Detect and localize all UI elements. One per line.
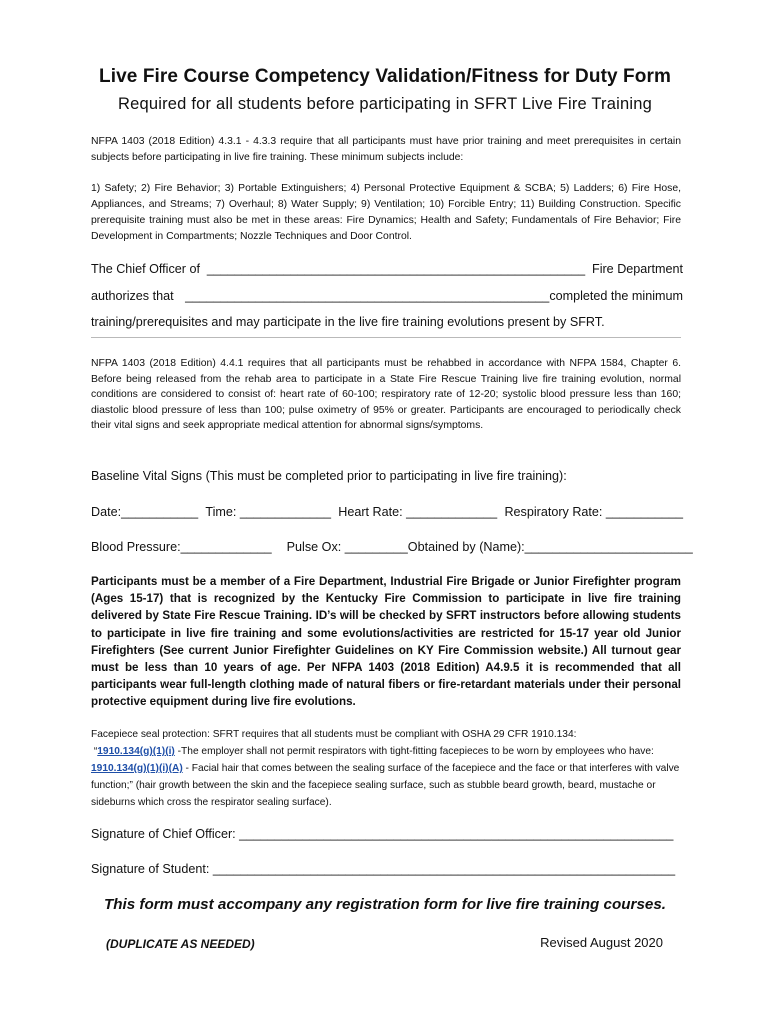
osha-link-g1i[interactable]: 1910.134(g)(1)(i) (97, 746, 175, 757)
section-divider (91, 337, 681, 338)
rehab-paragraph: NFPA 1403 (2018 Edition) 4.4.1 requires that all participants must be rehabbed in accordance with NFPA 1584, Chapter 6. Before being released from the rehab area to participate in a State Fire Rescue Training live fire training evolution, normal conditions are considered to consist of: heart rate of 60-100; respiratory rate of 12-20; systolic blood pressure less than 160; diastolic blood pressure of less than 100; pulse oximetry of 95% or greater. Participants are encouraged to periodically check their vital signs and seek appropriate medical attention for abnormal signs/symptoms. (91, 358, 681, 432)
vital-signs-heading: Baseline Vital Signs (This must be completed prior to participating in live fire training): (91, 469, 567, 483)
blood-pressure-field[interactable]: Blood Pressure:_____________ (91, 540, 272, 554)
osha-link-g1iA[interactable]: 1910.134(g)(1)(i)(A) (91, 763, 183, 774)
page-title: Live Fire Course Competency Validation/Fitness for Duty Form (99, 66, 671, 87)
vital-signs-row-1 (91, 504, 683, 520)
chief-officer-label: The Chief Officer of (91, 262, 200, 276)
subjects-paragraph: 1) Safety; 2) Fire Behavior; 3) Portable Extinguishers; 4) Personal Protective Equipment & SCBA; 5) Ladders; 6) Fire Hose, Appliances, and Streams; 7) Overhaul; 8) Water Supply; 9) Ventilation; 10) Forcible Entry; 11) Building Construction. Specific prerequisite training must also be met in these areas: Fire Dynamics; Health and Safety; Fundamentals of Fire Behavior; Fire Development in Compartments; Nozzle Techniques and Door Control. (91, 183, 681, 242)
pulse-ox-and-obtained-by-field[interactable]: Pulse Ox: _________Obtained by (Name):________________________ (286, 540, 693, 554)
facepiece-text-2: - Facial hair that comes between the sealing surface of the facepiece and the face or that interferes with valve function;” (hair growth between the skin and the facepiece sealing surface, such as stubble beard growth, beard, mustache or sideburns which cross the respirator sealing surface). (91, 763, 680, 808)
student-name-field (185, 288, 683, 304)
facepiece-seal-paragraph (91, 726, 681, 811)
duplicate-note: (DUPLICATE AS NEEDED) (106, 937, 255, 951)
authorizes-line (91, 288, 683, 304)
heart-rate-field[interactable]: Heart Rate: _____________ (338, 505, 498, 519)
revision-date: Revised August 2020 (540, 935, 663, 950)
chief-signature-field[interactable]: Signature of Chief Officer: ______________________________________________________________ (91, 827, 674, 841)
facepiece-text-1: -The employer shall not permit respirators with tight-fitting facepieces to be worn by employees who have: (174, 746, 654, 757)
facepiece-intro: Facepiece seal protection: SFRT requires that all students must be compliant with OSHA 29 CFR 1910.134: (91, 729, 577, 740)
chief-officer-line (91, 261, 683, 277)
quote-mark: “ (93, 746, 98, 757)
participants-notice: Participants must be a member of a Fire Department, Industrial Fire Brigade or Junior Firefighter program (Ages 15-17) that is recognized by the Kentucky Fire Commission to participate in live fire training delivered by State Fire Rescue Training. ID’s will be checked by SFRT instructors before allowing students to participate in live fire training and some evolutions/activities are restricted for 15-17 year old Junior Firefighters (See current Junior Firefighter Guidelines on KY Fire Commission website.) All turnout gear must be less than 10 years of age. Per NFPA 1403 (2018 Edition) A4.9.5 it is recommended that all participants wear full-length clothing made of natural fibers or fire-retardant materials under their personal protective equipment during live fire evolutions. (91, 575, 681, 709)
student-signature-field[interactable]: Signature of Student: __________________________________________________________________ (91, 862, 676, 876)
page-subtitle: Required for all students before participating in SFRT Live Fire Training (117, 95, 652, 113)
respiratory-rate-field[interactable]: Respiratory Rate: ___________ (504, 505, 683, 519)
fire-department-field[interactable]: ______________________________________________________ (206, 262, 586, 276)
authorization-statement: training/prerequisites and may participate in the live fire training evolutions present by SFRT. (91, 315, 605, 329)
closing-notice: This form must accompany any registration form for live fire training courses. (103, 896, 667, 913)
fire-department-label: Fire Department (592, 262, 683, 276)
date-field[interactable]: Date:___________ (91, 505, 199, 519)
prerequisite-paragraph: NFPA 1403 (2018 Edition) 4.3.1 - 4.3.3 require that all participants must have prior training and meet prerequisites in certain subjects before participating in live fire training. These minimum subjects include: (91, 136, 681, 163)
student-name-blank[interactable]: ____________________________________________________ (185, 289, 550, 303)
completed-label: completed the minimum (549, 289, 683, 303)
time-field[interactable]: Time: _____________ (205, 505, 331, 519)
vital-signs-row-2 (91, 539, 693, 555)
authorizes-label: authorizes that (91, 289, 174, 303)
